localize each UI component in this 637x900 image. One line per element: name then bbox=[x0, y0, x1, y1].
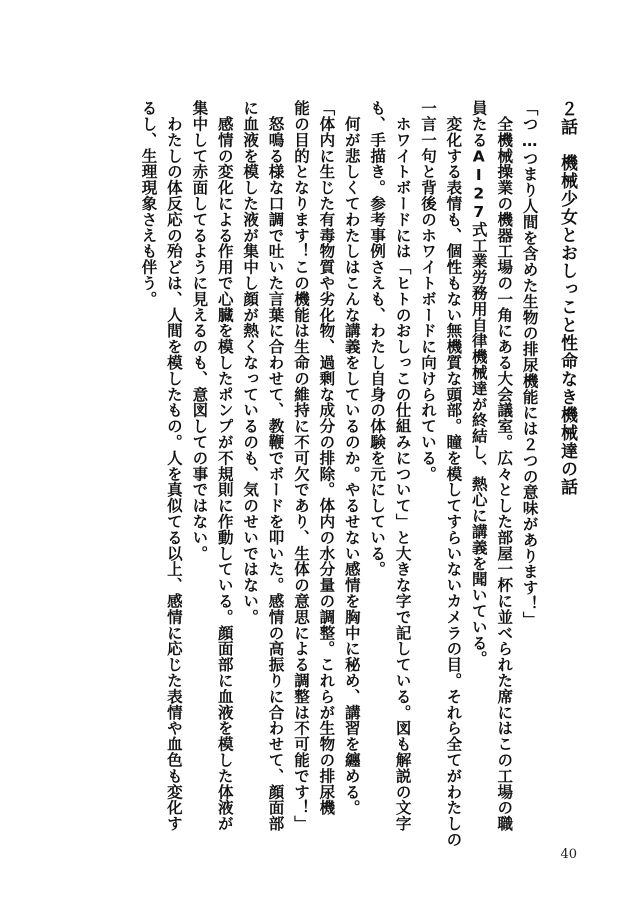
chapter-title: ２話 機械少女とおしっこと性命なき機械達の話 bbox=[557, 100, 577, 496]
text-line-16: るし、生理現象さえも伴う。 bbox=[139, 100, 158, 307]
text-line-7: も、手描き。参考事例さえも、わたし自身の体験を元にしている。 bbox=[368, 100, 387, 577]
text-line-12: に血液を模した液が集中し顔が熱くなっているのも、気のせいではない。 bbox=[241, 100, 260, 625]
text-line-5: 一言一句と背後のホワイトボードに向けられている。 bbox=[418, 100, 437, 482]
text-line-8: 何が悲しくてわたしはこんな講義をしているのか。やるせない感情を胸中に秘め、講習を纏める。 bbox=[342, 100, 361, 816]
text-line-2: 全機械操業の機器工場の一角にある大会議室。広々とした部屋一杯に並べられた席にはこの工場の職 bbox=[495, 100, 514, 832]
text-line-1: 「つ…つまり人間を含めた生物の排尿機能には２つの意味があります！」 bbox=[520, 100, 539, 628]
text-line-6: ホワイトボードには「ヒトのおしっこの仕組みについて」と大きな字で記している。図も解説の文字 bbox=[393, 100, 412, 832]
vertical-text-block bbox=[135, 100, 579, 860]
text-line-15: わたしの体反応の殆どは、人間を模したもの。人を真似てる以上、感情に応じた表情や血色も変化す bbox=[164, 100, 183, 832]
text-line-14: 集中して赤面してるように見えるのも、意図しての事ではない。 bbox=[190, 100, 209, 562]
text-line-11: 怒鳴る様な口調で吐いた言葉に合わせて、教鞭でボードを叩いた。感情の高振りに合わせて、顔面部 bbox=[266, 100, 285, 832]
text-line-13: 感情の変化による作用で心臓を模したポンプが不規則に作動している。顔面部に血液を模した体液が bbox=[215, 100, 234, 832]
text-line-4: 変化する表情も、個性もない無機質な頭部。瞳を模してすらいないカメラの目。それら全てがわたしの bbox=[444, 100, 463, 848]
text-line-10: 能の目的となります！この機能は生命の維持に不可欠であり、生体の意思による調整は不可能です！」 bbox=[291, 100, 310, 832]
page-number: 40 bbox=[560, 847, 577, 862]
text-line-9: 「体内に生じた有毒物質や劣化物、過剰な成分の排除。体内の水分量の調整。これらが生物の排尿機 bbox=[317, 100, 336, 816]
text-line-3: 員たるAI27式工業労務用自律機械達が終結し、熱心に講義を聞いている。 bbox=[469, 100, 488, 667]
